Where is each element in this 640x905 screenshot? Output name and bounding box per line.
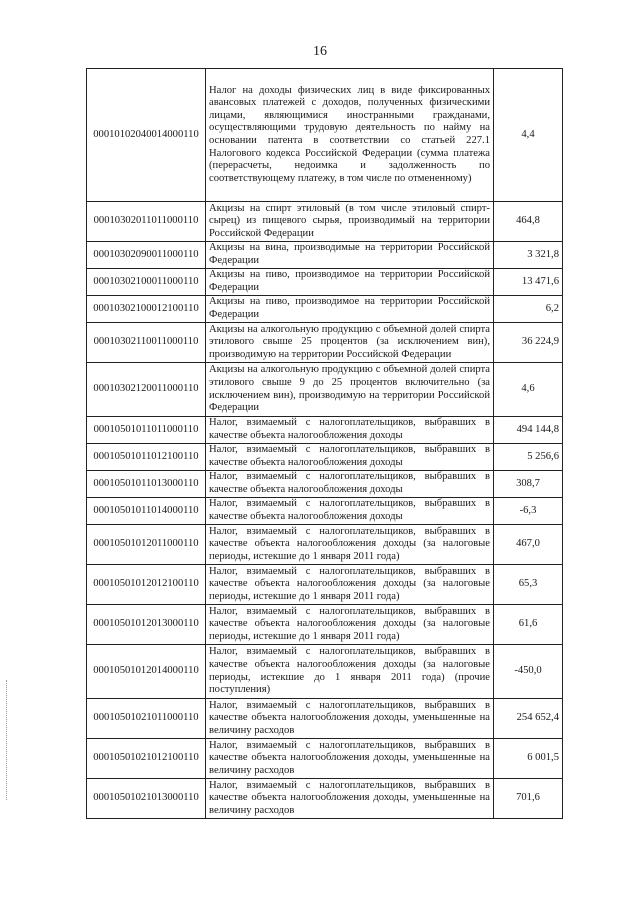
table-row [87,699,563,739]
table-row [87,739,563,779]
table-row [87,323,563,363]
revenue-description: Акцизы на пиво, производимое на территории Российской Федерации [206,269,494,296]
budget-code: 00010501011011000110 [87,417,206,444]
revenue-amount: 701,6 [494,779,563,819]
budget-code: 00010501011012100110 [87,444,206,471]
revenue-description: Акцизы на алкогольную продукцию с объемной долей спирта этилового свыше 9 до 25 процентов включительно (за исключением вин), производимую на территории Российской Федерации [206,363,494,417]
budget-revenue-table [86,68,563,819]
table-row [87,417,563,444]
table-row [87,444,563,471]
revenue-description: Налог, взимаемый с налогоплательщиков, выбравших в качестве объекта налогообложения доходы (за налоговые периоды, истекшие до 1 января 2011 года) [206,565,494,605]
scan-margin-marks [6,680,9,800]
table-row [87,202,563,242]
revenue-description: Налог на доходы физических лиц в виде фиксированных авансовых платежей с доходов, полученных физическими лицами, являющимися иностранными гражданами, осуществляющими трудовую деятельность по найму на основании патента в соответствии со статьей 227.1 Налогового кодекса Российской Федерации (сумма платежа (перерасчеты, недоимка и задолженность по соответствующему платежу, в том числе по отмененному) [206,69,494,202]
revenue-amount: 13 471,6 [494,269,563,296]
revenue-description: Акцизы на спирт этиловый (в том числе этиловый спирт-сырец) из пищевого сырья, производимый на территории Российской Федерации [206,202,494,242]
revenue-description: Налог, взимаемый с налогоплательщиков, выбравших в качестве объекта налогообложения доходы [206,471,494,498]
budget-code: 00010501021011000110 [87,699,206,739]
table-row [87,565,563,605]
revenue-description: Налог, взимаемый с налогоплательщиков, выбравших в качестве объекта налогообложения доходы, уменьшенные на величину расходов [206,699,494,739]
budget-code: 00010302100011000110 [87,269,206,296]
revenue-amount: -6,3 [494,498,563,525]
revenue-amount: 3 321,8 [494,242,563,269]
table-body [87,69,563,819]
table-row [87,498,563,525]
table-row [87,269,563,296]
budget-code: 00010501011013000110 [87,471,206,498]
budget-code: 00010501011014000110 [87,498,206,525]
table-row [87,525,563,565]
revenue-amount: 6 001,5 [494,739,563,779]
revenue-description: Налог, взимаемый с налогоплательщиков, выбравших в качестве объекта налогообложения доходы [206,498,494,525]
revenue-description: Налог, взимаемый с налогоплательщиков, выбравших в качестве объекта налогообложения доходы (за налоговые периоды, истекшие до 1 января 2011 года) (прочие поступления) [206,645,494,699]
budget-code: 00010501012012100110 [87,565,206,605]
revenue-amount: 467,0 [494,525,563,565]
budget-code: 00010501012011000110 [87,525,206,565]
revenue-description: Налог, взимаемый с налогоплательщиков, выбравших в качестве объекта налогообложения доходы [206,417,494,444]
table-row [87,645,563,699]
budget-code: 00010302110011000110 [87,323,206,363]
table-row [87,242,563,269]
revenue-description: Налог, взимаемый с налогоплательщиков, выбравших в качестве объекта налогообложения доходы (за налоговые периоды, истекшие до 1 января 2011 года) [206,525,494,565]
table-row [87,605,563,645]
revenue-amount: 4,4 [494,69,563,202]
table-row [87,296,563,323]
revenue-description: Акцизы на вина, производимые на территории Российской Федерации [206,242,494,269]
budget-code: 00010302100012100110 [87,296,206,323]
budget-code: 00010501012014000110 [87,645,206,699]
revenue-description: Налог, взимаемый с налогоплательщиков, выбравших в качестве объекта налогообложения доходы, уменьшенные на величину расходов [206,739,494,779]
revenue-amount: 4,6 [494,363,563,417]
table-row [87,363,563,417]
budget-code: 00010501021012100110 [87,739,206,779]
budget-code: 00010302120011000110 [87,363,206,417]
budget-code: 00010501021013000110 [87,779,206,819]
revenue-amount: -450,0 [494,645,563,699]
budget-code: 00010501012013000110 [87,605,206,645]
revenue-amount: 494 144,8 [494,417,563,444]
revenue-amount: 254 652,4 [494,699,563,739]
revenue-description: Акцизы на пиво, производимое на территории Российской Федерации [206,296,494,323]
page-number: 16 [313,44,327,59]
revenue-amount: 65,3 [494,565,563,605]
table-row [87,69,563,202]
revenue-amount: 36 224,9 [494,323,563,363]
table-row [87,471,563,498]
revenue-description: Налог, взимаемый с налогоплательщиков, выбравших в качестве объекта налогообложения доходы [206,444,494,471]
budget-code: 00010102040014000110 [87,69,206,202]
budget-code: 00010302090011000110 [87,242,206,269]
revenue-amount: 61,6 [494,605,563,645]
revenue-amount: 308,7 [494,471,563,498]
table-row [87,779,563,819]
revenue-amount: 464,8 [494,202,563,242]
budget-code: 00010302011011000110 [87,202,206,242]
revenue-description: Акцизы на алкогольную продукцию с объемной долей спирта этилового свыше 25 процентов (за исключением вин), производимую на территории Российской Федерации [206,323,494,363]
revenue-description: Налог, взимаемый с налогоплательщиков, выбравших в качестве объекта налогообложения доходы (за налоговые периоды, истекшие до 1 января 2011 года) [206,605,494,645]
revenue-amount: 5 256,6 [494,444,563,471]
revenue-description: Налог, взимаемый с налогоплательщиков, выбравших в качестве объекта налогообложения доходы, уменьшенные на величину расходов [206,779,494,819]
revenue-amount: 6,2 [494,296,563,323]
